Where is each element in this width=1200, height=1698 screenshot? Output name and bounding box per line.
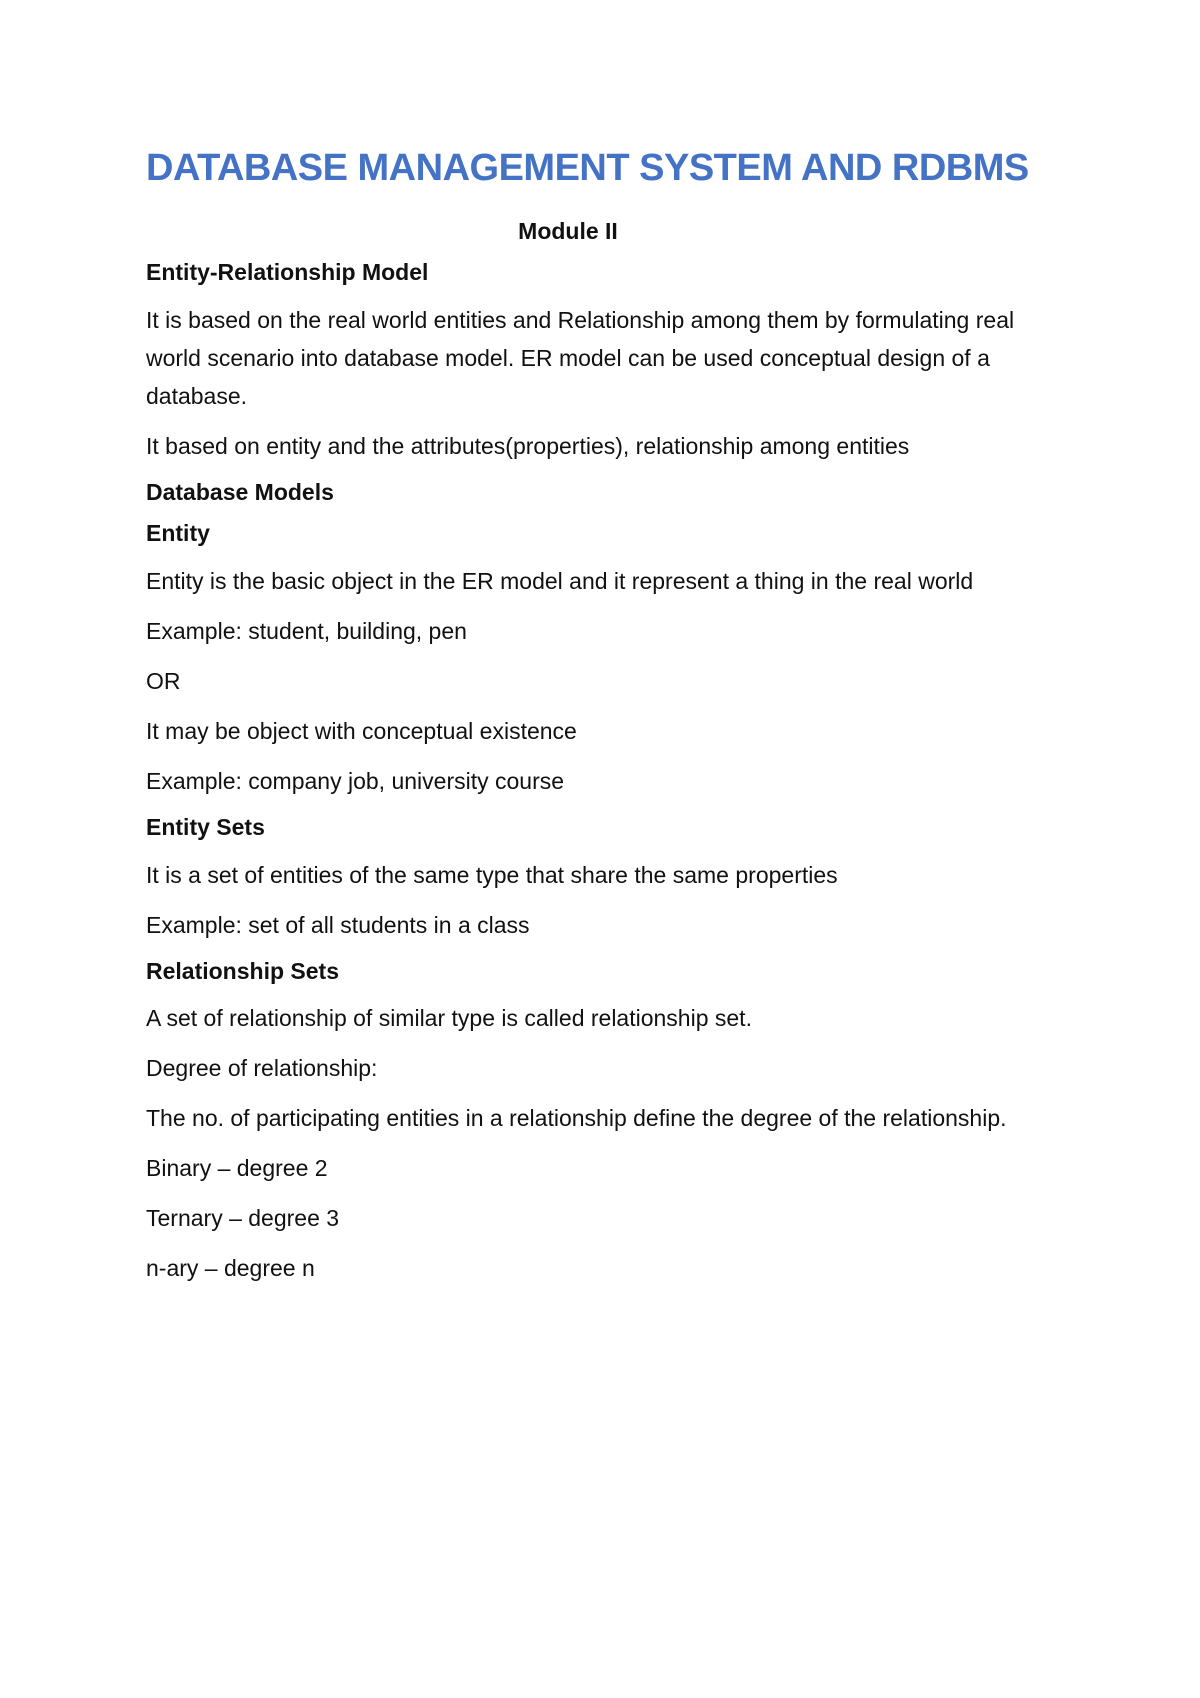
heading-entity-sets: Entity Sets	[146, 813, 265, 840]
heading-er-model: Entity-Relationship Model	[146, 259, 429, 286]
module-heading: Module II	[518, 217, 618, 244]
paragraph-entity-definition: Entity is the basic object in the ER model and it represent a thing in the real world	[146, 567, 974, 594]
paragraph-entity-example: Example: student, building, pen	[146, 617, 467, 644]
heading-entity: Entity	[146, 520, 210, 547]
paragraph-degree-label: Degree of relationship:	[146, 1055, 378, 1082]
paragraph-entity-sets-example: Example: set of all students in a class	[146, 911, 530, 938]
paragraph-binary: Binary – degree 2	[146, 1155, 328, 1182]
paragraph-conceptual-example: Example: company job, university course	[146, 767, 565, 794]
paragraph-ternary: Ternary – degree 3	[146, 1205, 340, 1232]
paragraph-relationship-set-definition: A set of relationship of similar type is called relationship set.	[146, 1005, 752, 1032]
paragraph-n-ary: n-ary – degree n	[146, 1255, 315, 1282]
paragraph-or: OR	[146, 667, 181, 694]
heading-relationship-sets: Relationship Sets	[146, 957, 339, 984]
heading-database-models: Database Models	[146, 478, 334, 505]
paragraph-entity-sets-definition: It is a set of entities of the same type that share the same properties	[146, 861, 838, 888]
paragraph-degree-definition: The no. of participating entities in a relationship define the degree of the relationship.	[146, 1105, 1007, 1132]
paragraph-conceptual-existence: It may be object with conceptual existence	[146, 717, 577, 744]
document-title: DATABASE MANAGEMENT SYSTEM AND RDBMS	[146, 147, 1029, 189]
paragraph-er-based-on: It based on entity and the attributes(properties), relationship among entities	[146, 432, 910, 459]
paragraph-er-intro: It is based on the real world entities and Relationship among them by formulating real world scenario into database model. ER model can be used conceptual design of a database.	[146, 306, 1015, 409]
